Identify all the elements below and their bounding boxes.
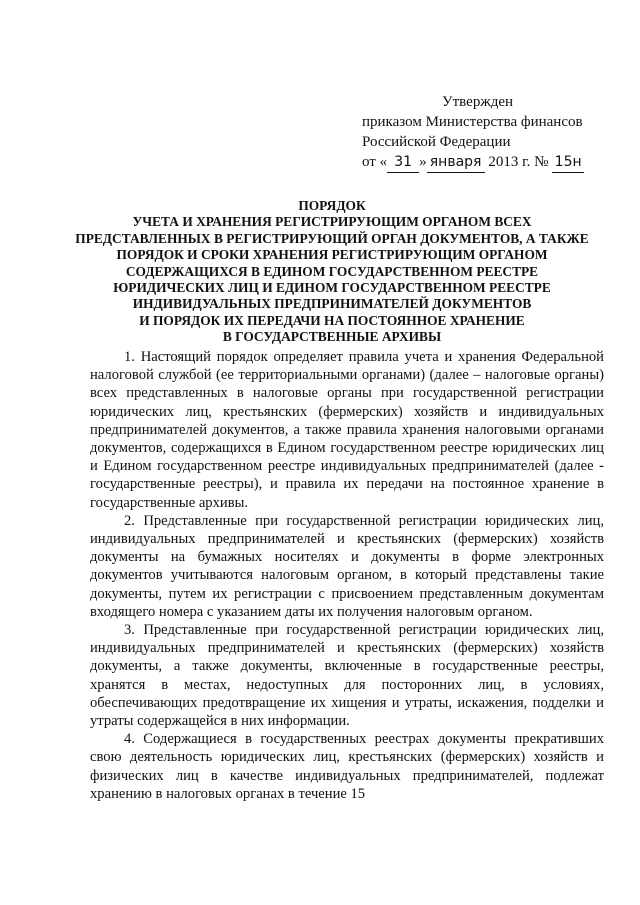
document-title: [70, 198, 594, 346]
date-prefix: от «: [362, 154, 388, 170]
title-line: ЮРИДИЧЕСКИХ ЛИЦ И ЕДИНОМ ГОСУДАРСТВЕННОМ РЕЕСТРЕ: [113, 280, 551, 296]
approval-block: [362, 92, 584, 173]
paragraph-1: 1. Настоящий порядок определяет правила учета и хранения Федеральной налоговой службой (ее территориальными органами) (далее – налоговые органы) всех представленных в налоговые органы при государственной регистрации юридических лиц, крестьянских (фермерских) хозяйств и индивидуальных предпринимателей документов, а также правила хранения налоговыми органами документов, содержащихся в Едином государственном реестре юридических лиц и Едином государственном реестре индивидуальных предпринимателей (далее - государственные реестры), и правила их передачи на постоянное хранение в государственные архивы.: [90, 349, 604, 511]
paragraph-4: 4. Содержащиеся в государственных реестрах документы прекративших свою деятельность юридических лиц, крестьянских (фермерских) хозяйств и физических лиц в качестве индивидуальных предпринимателей, подлежат хранению в налоговых органах в течение 15: [90, 731, 604, 802]
handwritten-number: 15н: [552, 152, 584, 173]
title-line: И ПОРЯДОК ИХ ПЕРЕДАЧИ НА ПОСТОЯННОЕ ХРАНЕНИЕ: [139, 312, 525, 328]
approval-federation-line: Российской Федерации: [362, 134, 511, 150]
approval-heading: Утвержден: [442, 94, 514, 110]
title-line: ИНДИВИДУАЛЬНЫХ ПРЕДПРИНИМАТЕЛЕЙ ДОКУМЕНТОВ: [132, 296, 532, 312]
year-text: 2013 г. №: [488, 154, 549, 170]
title-line: ПОРЯДОК: [298, 198, 366, 213]
document-body: [90, 348, 604, 803]
approval-date-line: [362, 152, 584, 173]
date-mid: »: [419, 154, 427, 170]
title-line: ПОРЯДОК И СРОКИ ХРАНЕНИЯ РЕГИСТРИРУЮЩИМ ОРГАНОМ: [116, 247, 548, 263]
handwritten-day: 31: [387, 152, 419, 173]
paragraph-2: 2. Представленные при государственной регистрации юридических лиц, индивидуальных предпринимателей и крестьянских (фермерских) хозяйств документы на бумажных носителях и документы в форме электронных документов учитываются налоговым органом, в который представлены такие документы, путем их регистрации с присвоением представленным документам входящего номера с указанием даты их получения налоговым органом.: [90, 512, 604, 620]
title-line: СОДЕРЖАЩИХСЯ В ЕДИНОМ ГОСУДАРСТВЕННОМ РЕЕСТРЕ: [125, 263, 539, 279]
handwritten-month: января: [427, 152, 485, 173]
paragraph-3: 3. Представленные при государственной регистрации юридических лиц, индивидуальных предпринимателей и крестьянских (фермерских) хозяйств документы, а также документы, включенные в государственные реестры, хранятся в местах, недоступных для посторонних лиц, в условиях, обеспечивающих предотвращение их хищения и утраты, искажения, подделки и утраты содержащейся в них информации.: [90, 622, 604, 730]
approval-order-line: приказом Министерства финансов: [362, 114, 583, 130]
title-line: ПРЕДСТАВЛЕННЫХ В РЕГИСТРИРУЮЩИЙ ОРГАН ДОКУМЕНТОВ, А ТАКЖЕ: [75, 230, 589, 246]
title-line: В ГОСУДАРСТВЕННЫЕ АРХИВЫ: [222, 329, 442, 345]
title-line: УЧЕТА И ХРАНЕНИЯ РЕГИСТРИРУЮЩИМ ОРГАНОМ ВСЕХ: [132, 214, 532, 230]
